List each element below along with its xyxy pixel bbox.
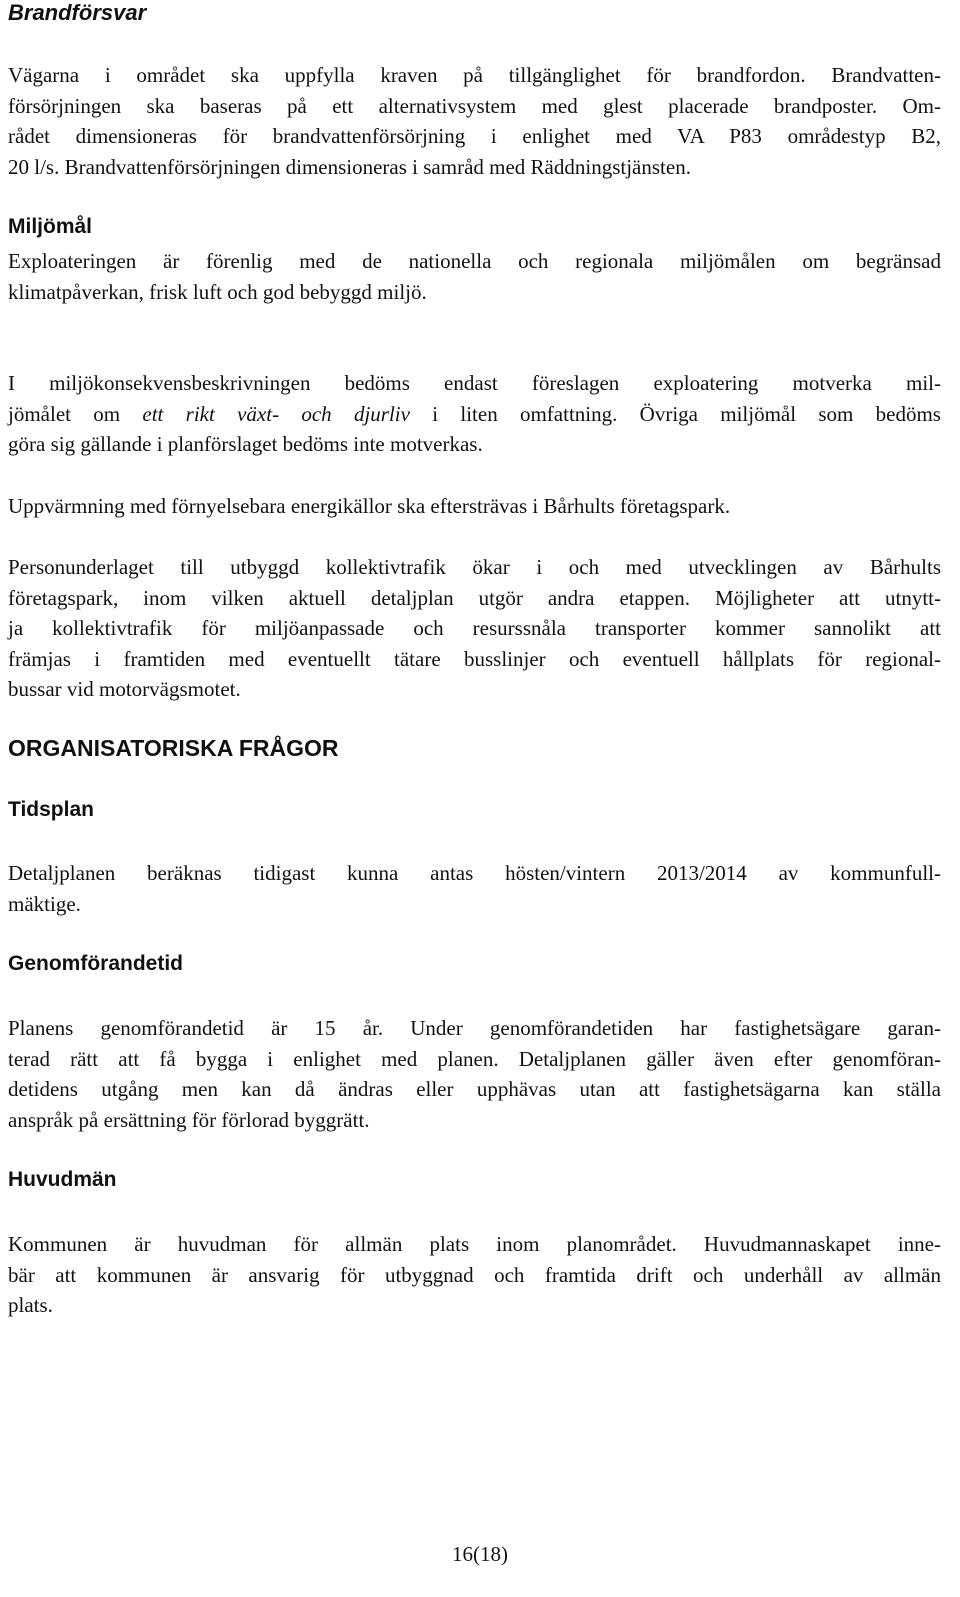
text-line: plats. [8,1293,53,1318]
heading-miljomal: Miljömål [8,215,93,238]
text-line: främjas i framtiden med eventuellt tätare busslinjer och eventuell hållplats för regional- [8,646,941,671]
paragraph-miljomal-2 [8,368,941,460]
paragraph-miljomal-4 [8,552,941,705]
paragraph-miljomal-1 [8,246,941,307]
text-line: terad rätt att få bygga i enlighet med planen. Detaljplanen gäller även efter genomföran- [8,1046,941,1071]
text-line: företagspark, inom vilken aktuell detaljplan utgör andra etappen. Möjligheter att utnytt- [8,585,941,610]
text-line: Kommunen är huvudman för allmän plats inom planområdet. Huvudmannaskapet inne- [8,1232,941,1256]
text-line: bär att kommunen är ansvarig för utbyggnad och framtida drift och underhåll av allmän [8,1262,941,1287]
text-line: Detaljplanen beräknas tidigast kunna antas hösten/vintern 2013/2014 av kommunfull- [8,861,941,885]
paragraph-genomforandetid [8,1013,941,1135]
text-line [8,399,941,430]
paragraph-brandforsvar [8,60,941,182]
text-line: mäktige. [8,891,81,916]
text-line: 20 l/s. Brandvattenförsörjningen dimensioneras i samråd med Räddningstjänsten. [8,154,691,179]
paragraph-tidsplan [8,858,941,919]
text-line: klimatpåverkan, frisk luft och god bebyggd miljö. [8,279,427,304]
text-line: bussar vid motorvägsmotet. [8,677,241,702]
emphasized-text: ett rikt växt- och djurliv [142,401,410,426]
section-title-brandforsvar: Brandförsvar [8,0,147,25]
paragraph-miljomal-3 [8,491,941,522]
heading-tidsplan: Tidsplan [8,798,94,821]
text-line: Vägarna i området ska uppfylla kraven på tillgänglighet för brandfordon. Brandvatten- [8,63,941,87]
text-fragment: i liten omfattning. Övriga miljömål som bedöms [409,401,941,426]
text-line: I miljökonsekvensbeskrivningen bedöms endast föreslagen exploatering motverka mil- [8,371,941,395]
text-line: Personunderlaget till utbyggd kollektivtrafik ökar i och med utvecklingen av Bårhults [8,555,941,579]
text-line: Planens genomförandetid är 15 år. Under genomförandetiden har fastighetsägare garan- [8,1016,941,1040]
text-line: detidens utgång men kan då ändras eller upphävas utan att fastighetsägarna kan ställa [8,1077,941,1102]
heading-genomforandetid: Genomförandetid [8,952,184,975]
paragraph-huvudman [8,1229,941,1321]
text-line: Uppvärmning med förnyelsebara energikällor ska eftersträvas i Bårhults företagspark. [8,494,731,518]
text-line: ja kollektivtrafik för miljöanpassade och resurssnåla transporter kommer sannolikt att [8,616,941,641]
page-number: 16(18) [452,1542,508,1566]
heading-organisatoriska-fragor: ORGANISATORISKA FRÅGOR [8,735,339,761]
text-line: anspråk på ersättning för förlorad byggrätt. [8,1107,370,1132]
text-line: göra sig gällande i planförslaget bedöms inte motverkas. [8,432,483,457]
heading-huvudman: Huvudmän [8,1168,117,1191]
text-line: Exploateringen är förenlig med de nationella och regionala miljömålen om begränsad [8,249,941,273]
text-line: försörjningen ska baseras på ett alternativsystem med glest placerade brandposter. Om- [8,93,941,118]
text-fragment: jömålet om [8,401,143,426]
text-line: rådet dimensioneras för brandvattenförsörjning i enlighet med VA P83 områdestyp B2, [8,124,941,149]
